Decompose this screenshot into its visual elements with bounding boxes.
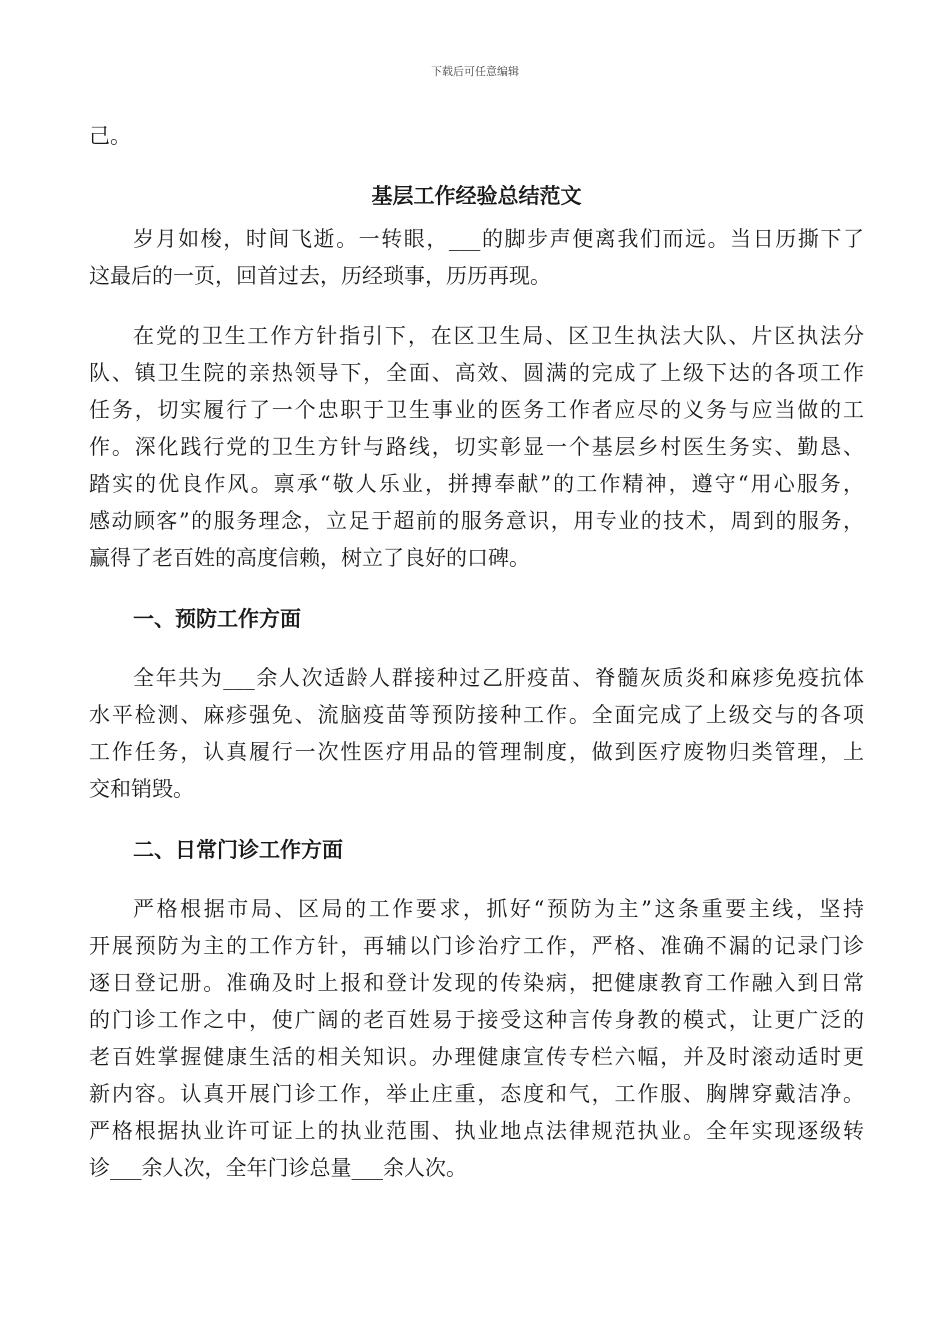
paragraph-line: 交和销毁。 [89, 777, 194, 801]
paragraph-line: 严格根据执业许可证上的执业范围、执业地点法律规范执业。全年实现逐级转 [89, 1119, 864, 1143]
paragraph-intro [89, 221, 864, 295]
paragraph-line: 开展预防为主的工作方针，再辅以门诊治疗工作，严格、准确不漏的记录门诊 [89, 934, 864, 958]
paragraph-line: 任务，切实履行了一个忠职于卫生事业的医务工作者应尽的义务与应当做的工 [89, 398, 864, 422]
document-body [89, 118, 864, 1187]
paragraph-line: 诊___余人次，全年门诊总量___余人次。 [89, 1156, 467, 1180]
paragraph-line: 老百姓掌握健康生活的相关知识。办理健康宣传专栏六幅，并及时滚动适时更 [89, 1045, 864, 1069]
section-heading-clinic: 二、日常门诊工作方面 [133, 837, 343, 862]
paragraph-line: 在党的卫生工作方针指引下，在区卫生局、区卫生执法大队、片区执法分 [133, 324, 864, 348]
paragraph-guidance [89, 318, 864, 577]
paragraph-line: 工作任务，认真履行一次性医疗用品的管理制度，做到医疗废物归类管理，上 [89, 740, 864, 764]
paragraph-line: 作。深化践行党的卫生方针与路线，切实彰显一个基层乡村医生务实、勤恳、 [89, 435, 864, 459]
page-header-note: 下载后可任意编辑 [431, 65, 519, 78]
paragraph-line: 全年共为___余人次适龄人群接种过乙肝疫苗、脊髓灰质炎和麻疹免疫抗体 [133, 666, 864, 690]
paragraph-line: 严格根据市局、区局的工作要求，抓好“预防为主”这条重要主线，坚持 [133, 897, 864, 921]
paragraph-line: 逐日登记册。准确及时上报和登计发现的传染病，把健康教育工作融入到日常 [89, 971, 864, 995]
paragraph-line: 踏实的优良作风。禀承“敬人乐业，拼搏奉献”的工作精神，遵守“用心服务， [89, 472, 864, 496]
paragraph-line: 水平检测、麻疹强免、流脑疫苗等预防接种工作。全面完成了上级交与的各项 [89, 703, 864, 727]
paragraph-prevention [89, 660, 864, 808]
lead-line: 己。 [89, 124, 131, 148]
paragraph-line: 赢得了老百姓的高度信赖，树立了良好的口碑。 [89, 546, 530, 570]
section-heading-prevention: 一、预防工作方面 [133, 606, 301, 631]
paragraph-clinic [89, 891, 864, 1187]
paragraph-line: 新内容。认真开展门诊工作，举止庄重，态度和气，工作服、胸牌穿戴洁净。 [89, 1082, 864, 1106]
paragraph-line: 岁月如梭，时间飞逝。一转眼，___的脚步声便离我们而远。当日历撕下了 [133, 227, 864, 251]
document-title: 基层工作经验总结范文 [371, 183, 582, 208]
paragraph-line: 的门诊工作之中，使广阔的老百姓易于接受这种言传身教的模式，让更广泛的 [89, 1008, 864, 1032]
paragraph-line: 感动顾客”的服务理念，立足于超前的服务意识，用专业的技术，周到的服务， [89, 509, 864, 533]
paragraph-line: 队、镇卫生院的亲热领导下，全面、高效、圆满的完成了上级下达的各项工作 [89, 361, 864, 385]
paragraph-line: 这最后的一页，回首过去，历经琐事，历历再现。 [89, 264, 551, 288]
